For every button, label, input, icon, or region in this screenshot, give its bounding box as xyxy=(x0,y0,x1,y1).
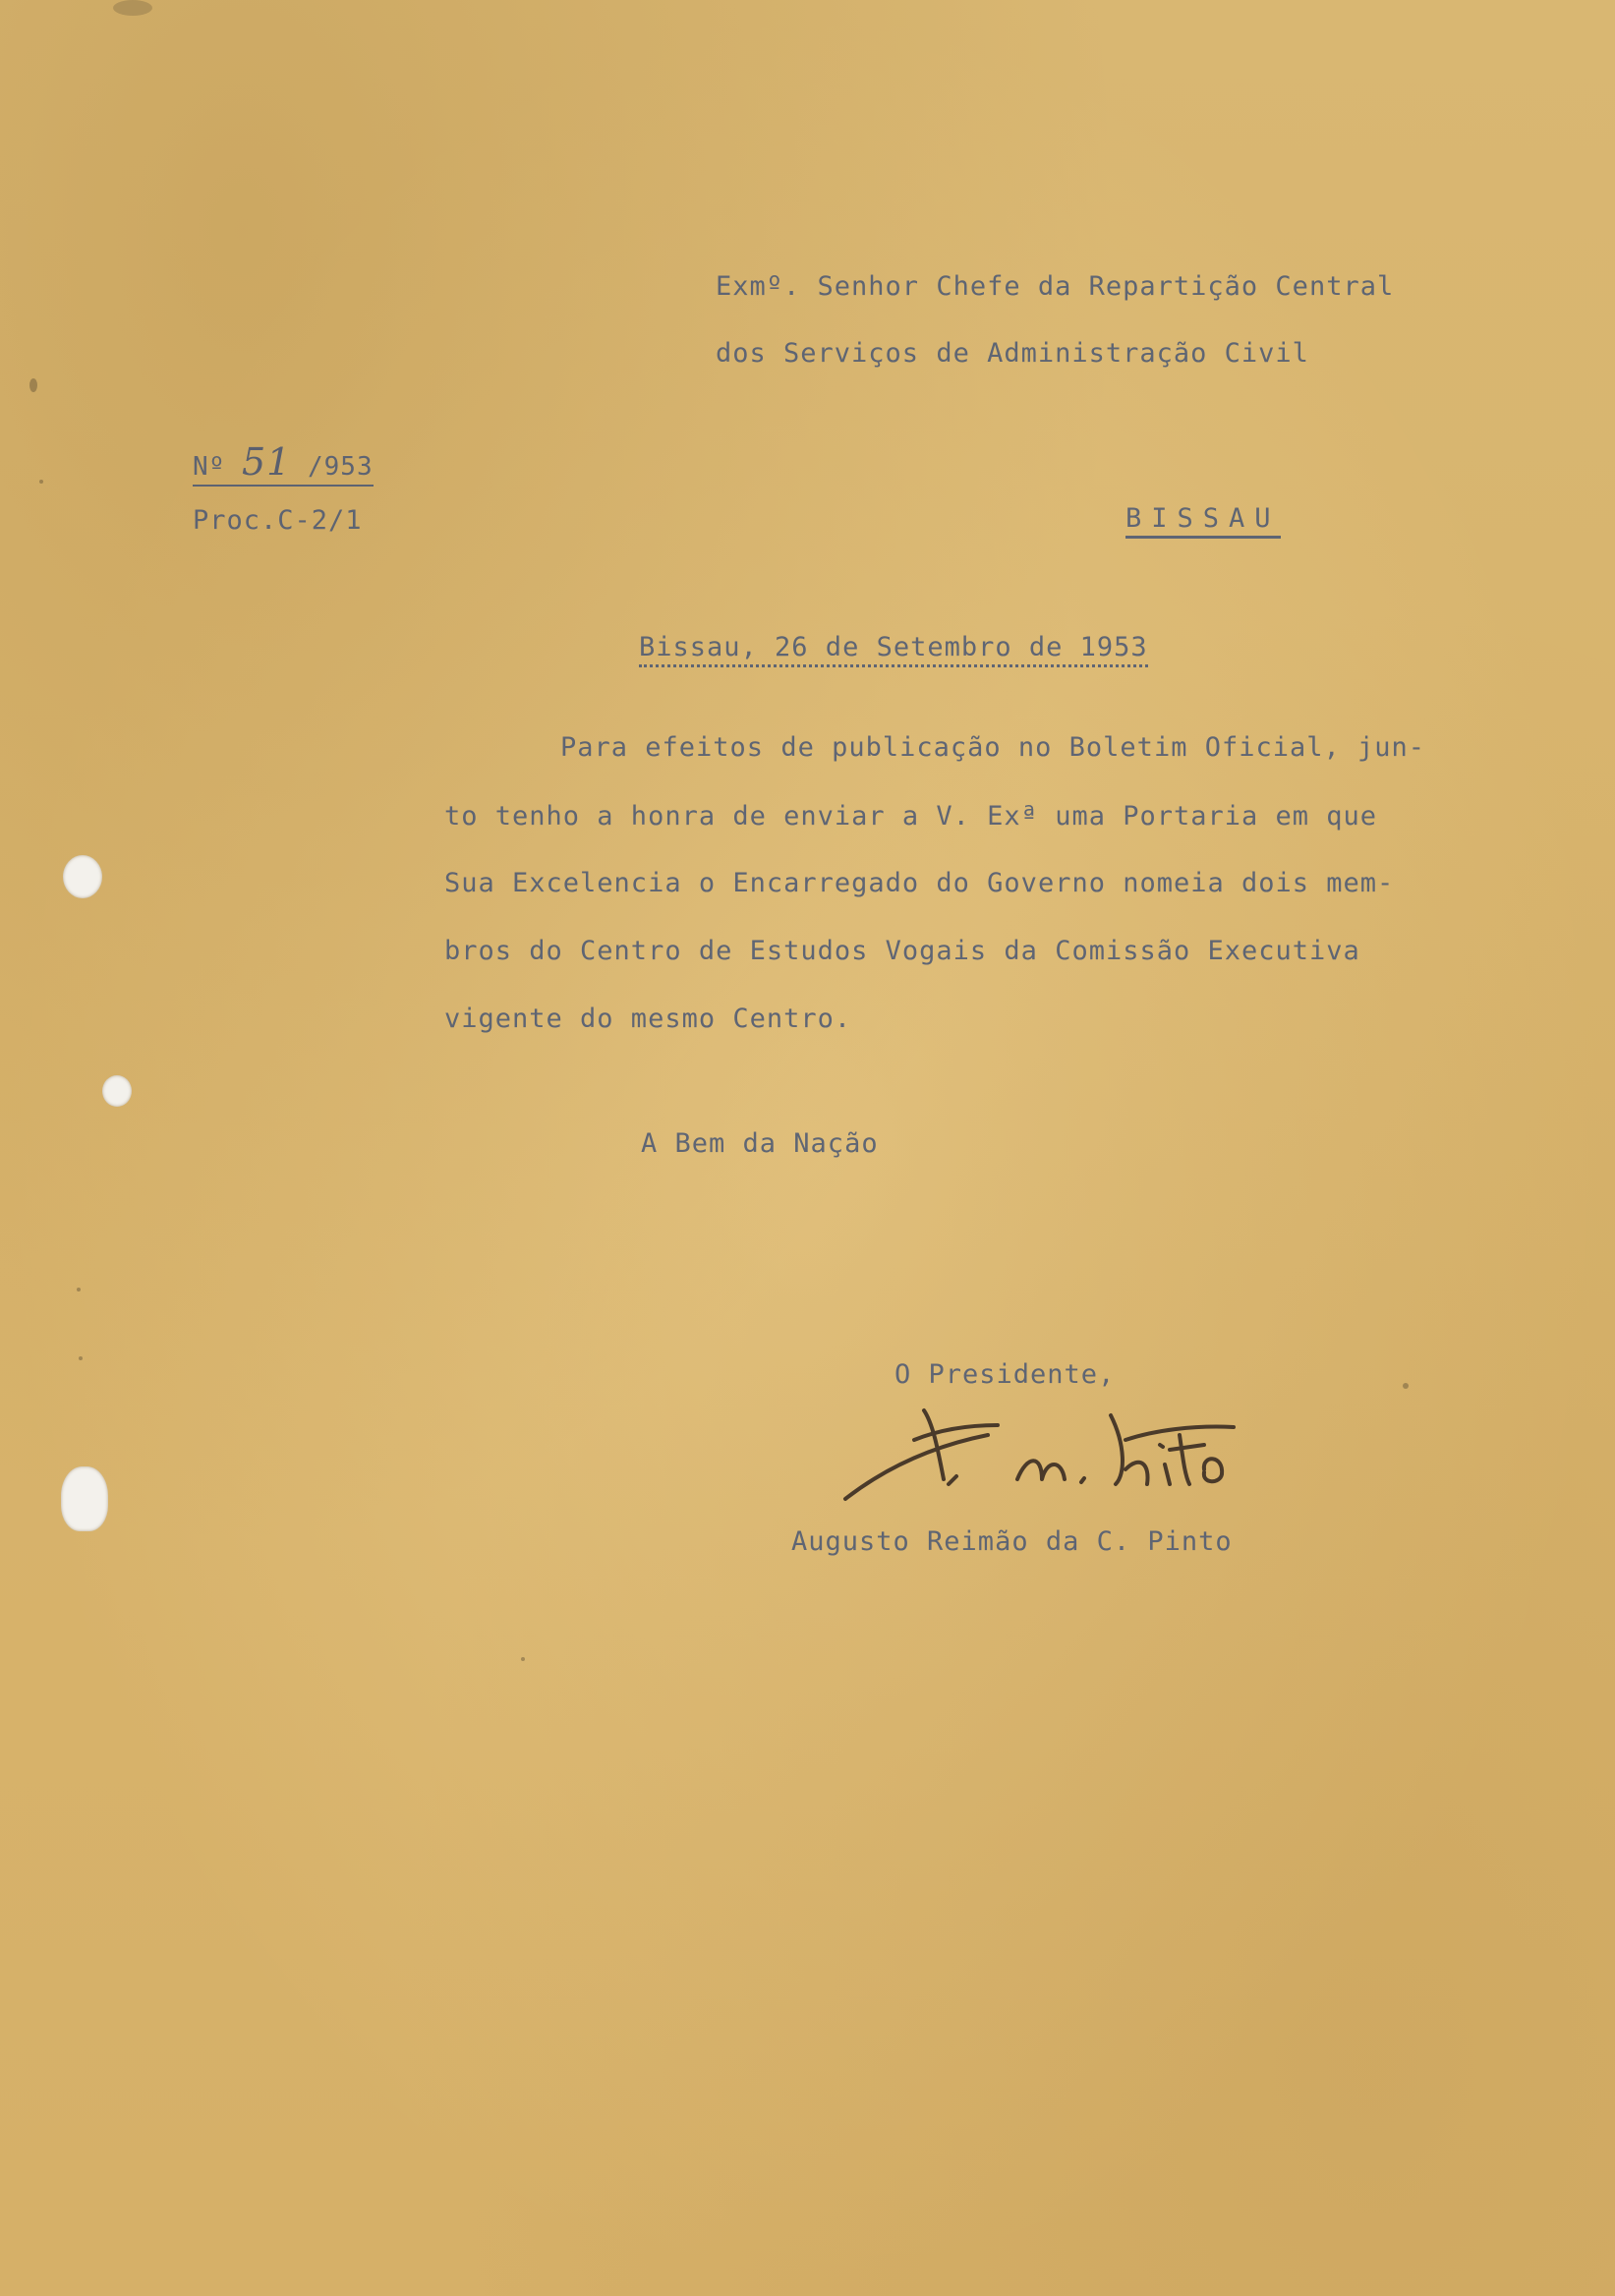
process-reference: Proc.C-2/1 xyxy=(193,505,363,536)
signatory-title: O Presidente, xyxy=(894,1359,1116,1390)
reference-handwritten-number: 51 xyxy=(241,440,292,484)
paper-speck xyxy=(77,1288,81,1292)
body-line-2: to tenho a honra de enviar a V. Exª uma Portaria em que xyxy=(444,801,1378,832)
reference-prefix: Nº xyxy=(193,452,242,482)
body-line-3: Sua Excelencia o Encarregado do Governo nomeia dois mem- xyxy=(444,868,1395,898)
paper-speck xyxy=(29,378,37,392)
addressee-line-1: Exmº. Senhor Chefe da Repartição Central xyxy=(716,271,1395,302)
body-line-4: bros do Centro de Estudos Vogais da Comissão Executiva xyxy=(444,936,1360,966)
handwritten-signature xyxy=(831,1386,1342,1533)
addressee-line-2: dos Serviços de Administração Civil xyxy=(716,338,1309,369)
date-line: Bissau, 26 de Setembro de 1953 xyxy=(639,632,1148,667)
closing-salutation: A Bem da Nação xyxy=(641,1128,879,1159)
body-line-5: vigente do mesmo Centro. xyxy=(444,1004,852,1034)
punch-hole xyxy=(63,855,102,898)
signatory-name: Augusto Reimão da C. Pinto xyxy=(791,1526,1233,1557)
body-line-1: Para efeitos de publicação no Boletim Oficial, jun- xyxy=(560,732,1426,763)
paper-speck xyxy=(521,1657,525,1661)
punch-hole xyxy=(61,1466,108,1531)
reference-year: /953 xyxy=(291,452,374,482)
punch-hole xyxy=(102,1075,132,1107)
addressee-city: BISSAU xyxy=(1125,503,1281,539)
reference-number xyxy=(193,440,374,487)
paper-speck xyxy=(113,0,152,16)
paper-speck xyxy=(1403,1383,1409,1389)
paper-speck xyxy=(79,1356,83,1360)
paper-speck xyxy=(39,480,43,484)
